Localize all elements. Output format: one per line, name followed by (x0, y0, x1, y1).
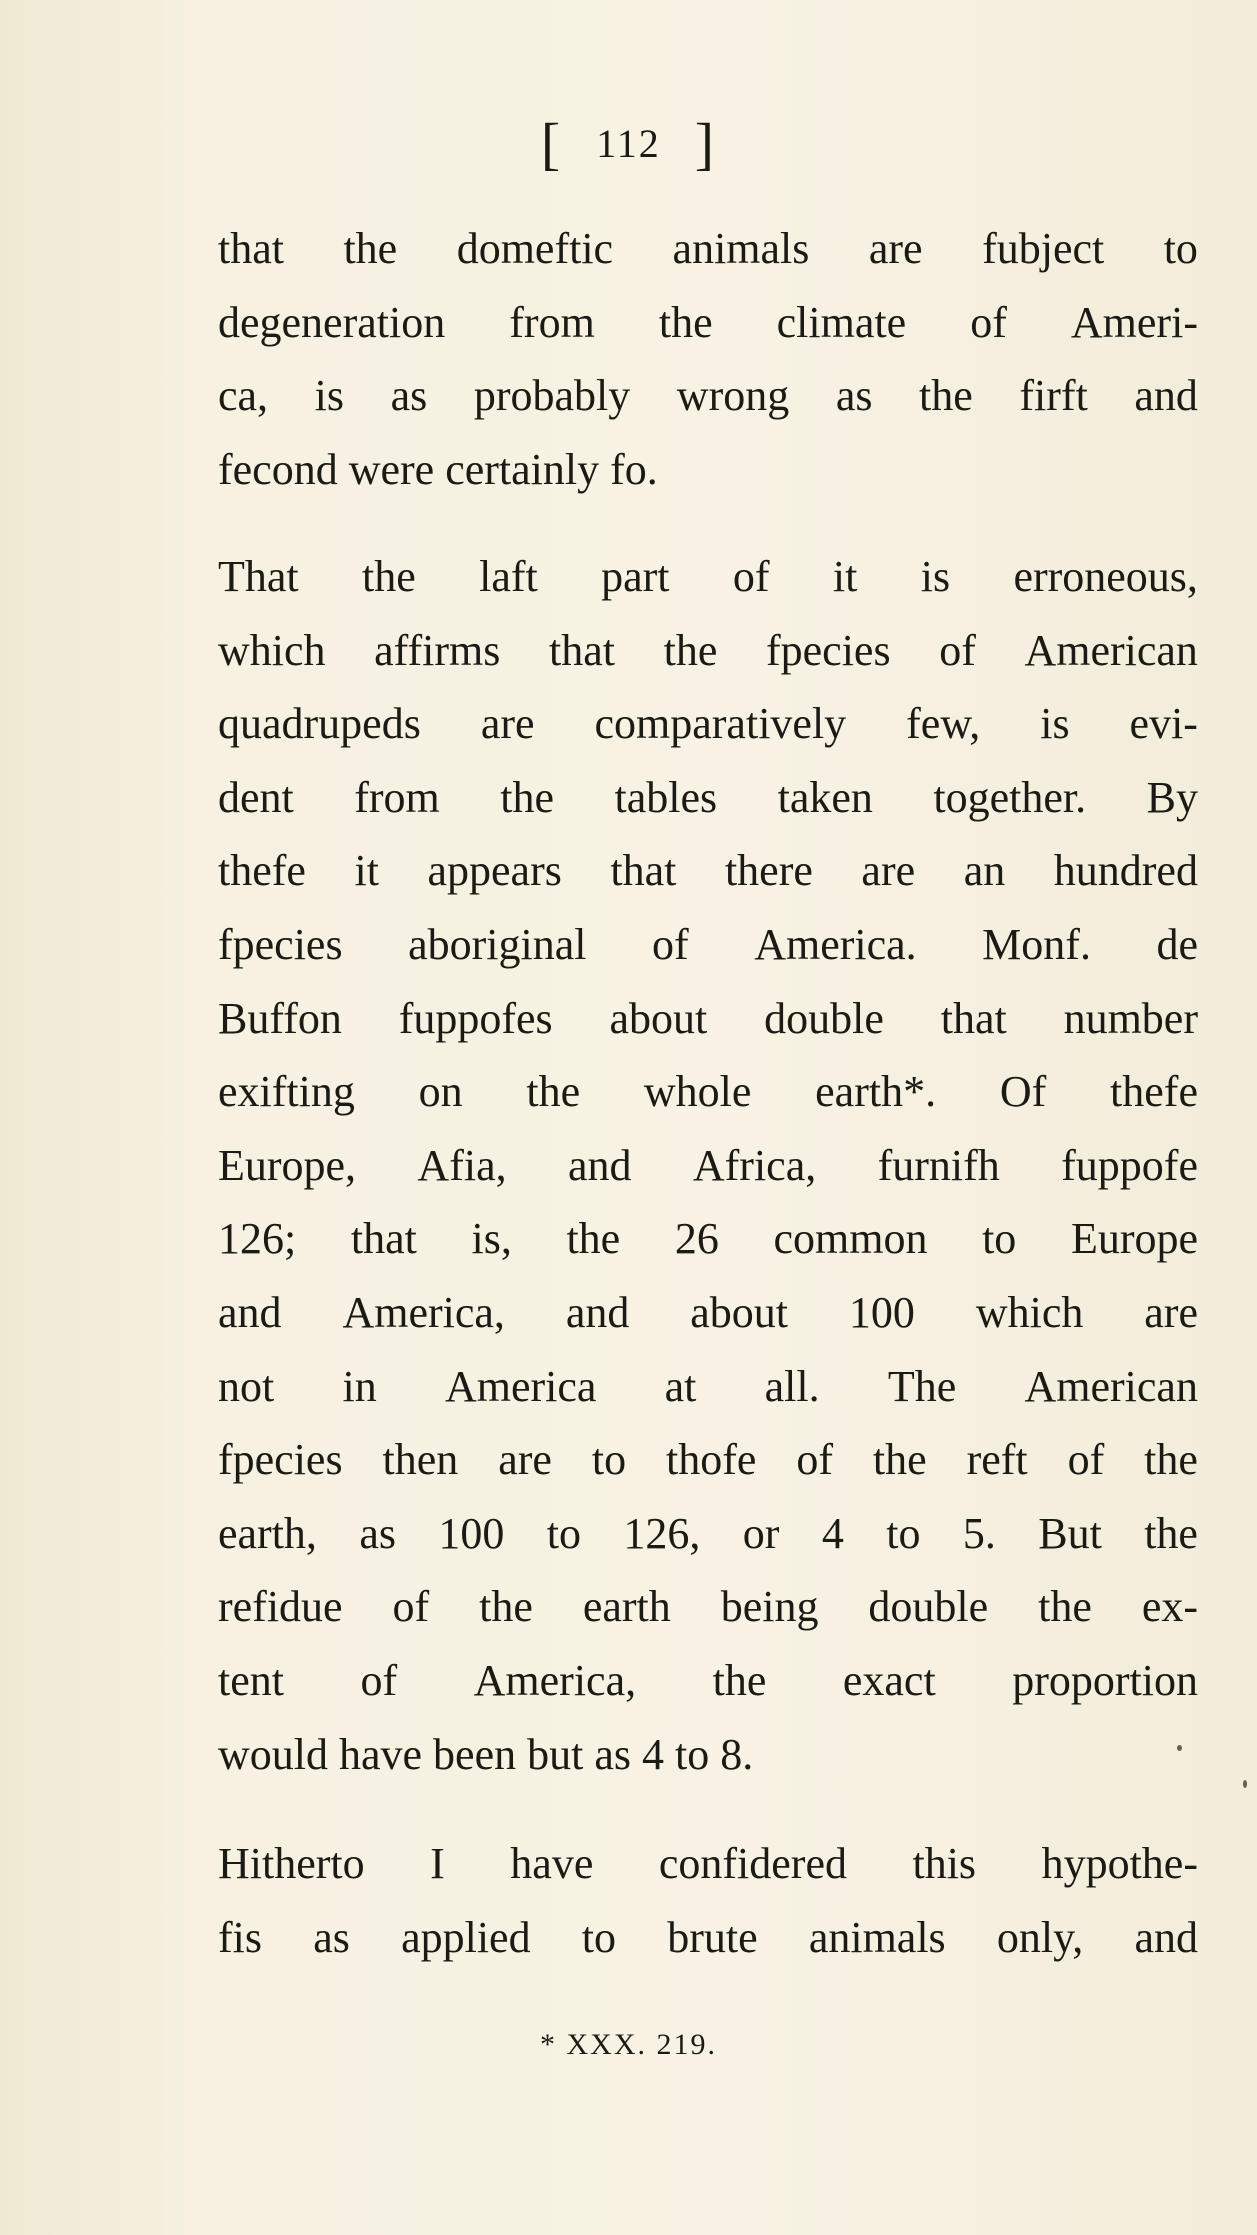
text-line: ca, is as probably wrong as the firft and (218, 371, 1198, 421)
ink-speck (1243, 1780, 1247, 1788)
page-number: 112 (596, 121, 661, 166)
text-line: That the laft part of it is erroneous, (218, 552, 1198, 601)
header-close-bracket: ] (694, 111, 717, 176)
text-line: refidue of the earth being double the ex- (218, 1582, 1198, 1632)
text-line: Hitherto I have confidered this hypothe- (218, 1839, 1198, 1888)
header-open-bracket: [ (540, 111, 563, 176)
text-line: thefe it appears that there are an hundred (218, 846, 1198, 896)
text-line: fecond were certainly fo. (218, 444, 658, 494)
text-line: fis as applied to brute animals only, and (218, 1912, 1198, 1962)
text-line: which affirms that the fpecies of American (218, 625, 1198, 675)
text-line: and America, and about 100 which are (218, 1287, 1198, 1337)
text-line: fpecies aboriginal of America. Monf. de (218, 919, 1198, 969)
text-line: exifting on the whole earth*. Of thefe (218, 1067, 1198, 1117)
text-line: dent from the tables taken together. By (218, 772, 1198, 822)
paragraph-1 (218, 212, 1198, 506)
text-line: tent of America, the exact proportion (218, 1655, 1198, 1705)
text-line: quadrupeds are comparatively few, is evi- (218, 699, 1198, 749)
ink-speck (1177, 1745, 1182, 1751)
paragraph-3 (218, 1827, 1198, 1974)
text-line: would have been but as 4 to 8. (218, 1729, 754, 1779)
footnote: * XXX. 219. (540, 2028, 717, 2061)
text-line: 126; that is, the 26 common to Europe (218, 1214, 1198, 1264)
paragraph-2 (218, 540, 1198, 1791)
text-line: degeneration from the climate of Ameri- (218, 297, 1198, 347)
text-line: Europe, Afia, and Africa, furnifh fuppofe (218, 1140, 1198, 1190)
text-line: that the domeftic animals are fubject to (218, 224, 1198, 273)
text-line: not in America at all. The American (218, 1361, 1198, 1411)
text-line: fpecies then are to thofe of the reft of the (218, 1435, 1198, 1485)
text-line: Buffon fuppofes about double that number (218, 993, 1198, 1043)
page-header (0, 110, 1257, 177)
text-line: earth, as 100 to 126, or 4 to 5. But the (218, 1508, 1198, 1558)
